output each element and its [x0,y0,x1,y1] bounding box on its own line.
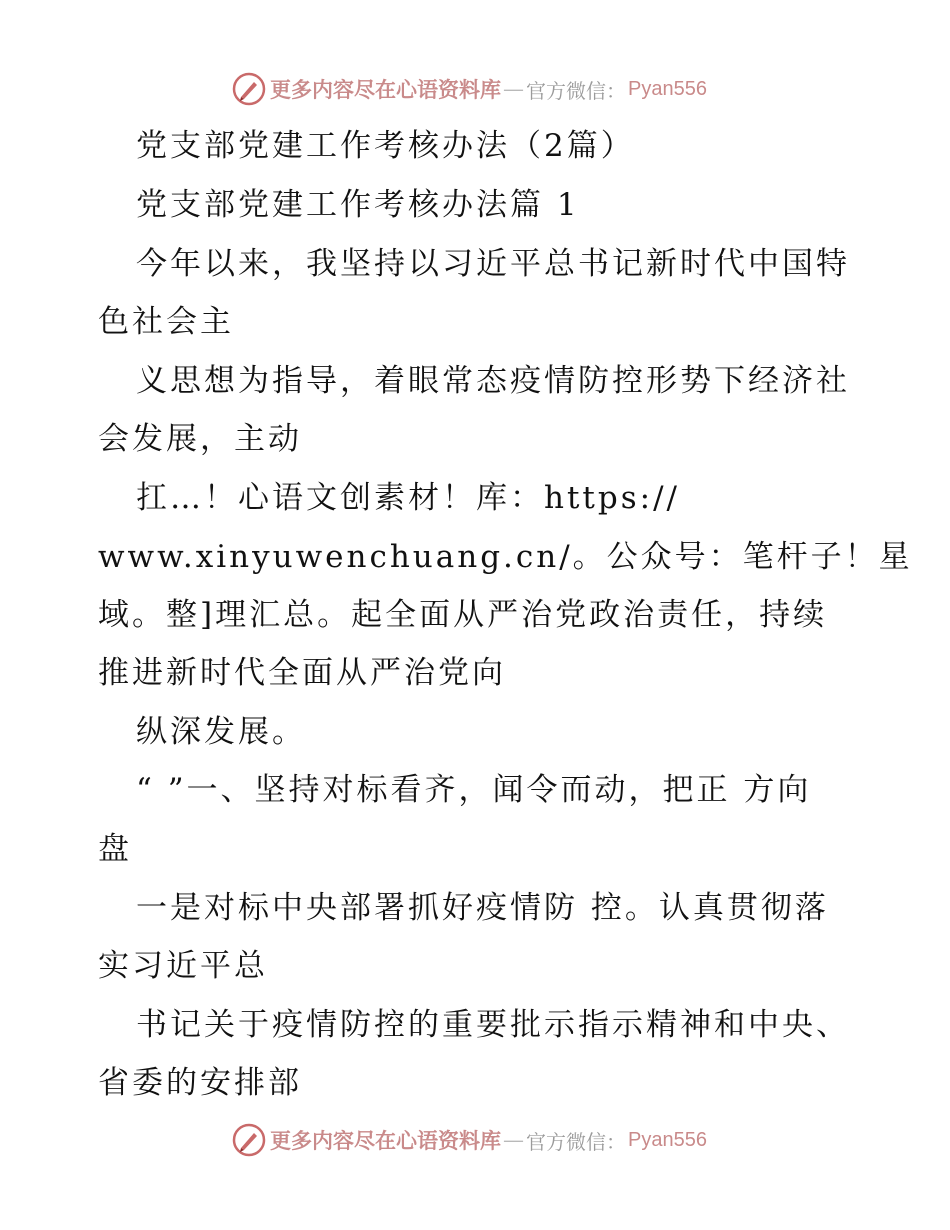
watermark-banner-bottom [232,1121,712,1159]
body-line: 扛…！心语文创素材！库：https:// [136,480,680,516]
body-line: 省委的安排部 [98,1065,302,1101]
body-line: 色社会主 [98,304,234,340]
watermark-wechat-id: Pyan556 [628,1128,707,1151]
watermark-text: 更多内容尽在心语资料库 [270,1128,501,1153]
body-line: 盘 [98,831,132,867]
watermark-wechat-id: Pyan556 [628,77,707,100]
body-line: 义思想为指导，着眼常态疫情防控形势下经济社 [136,363,850,399]
watermark-label: 官方微信： [526,78,626,103]
body-line: 一是对标中央部署抓好疫情防 控。认真贯彻落 [136,890,829,926]
body-line: 推进新时代全面从严治党向 [98,655,506,691]
body-line: 域。整]理汇总。起全面从严治党政治责任，持续 [98,597,828,633]
body-line: 今年以来，我坚持以习近平总书记新时代中国特 [136,246,850,282]
watermark-text: 更多内容尽在心语资料库 [270,77,501,102]
watermark-label: 官方微信： [526,1129,626,1154]
body-line: 纵深发展。 [136,714,306,750]
watermark-separator: — [503,1128,524,1152]
body-line: 实习近平总 [98,948,268,984]
body-line: 会发展，主动 [98,421,302,457]
body-line: www.xinyuwenchuang.cn/。公众号：笔杆子！星 [98,539,913,575]
watermark-separator: — [503,77,524,101]
body-line: 书记关于疫情防控的重要批示指示精神和中央、 [136,1007,850,1043]
section-heading: “ ”一、坚持对标看齐，闻令而动，把正 方向 [136,772,812,808]
document-subtitle: 党支部党建工作考核办法篇 1 [136,187,580,223]
document-title: 党支部党建工作考核办法（2篇） [136,128,635,164]
pen-logo-icon [232,1123,266,1157]
